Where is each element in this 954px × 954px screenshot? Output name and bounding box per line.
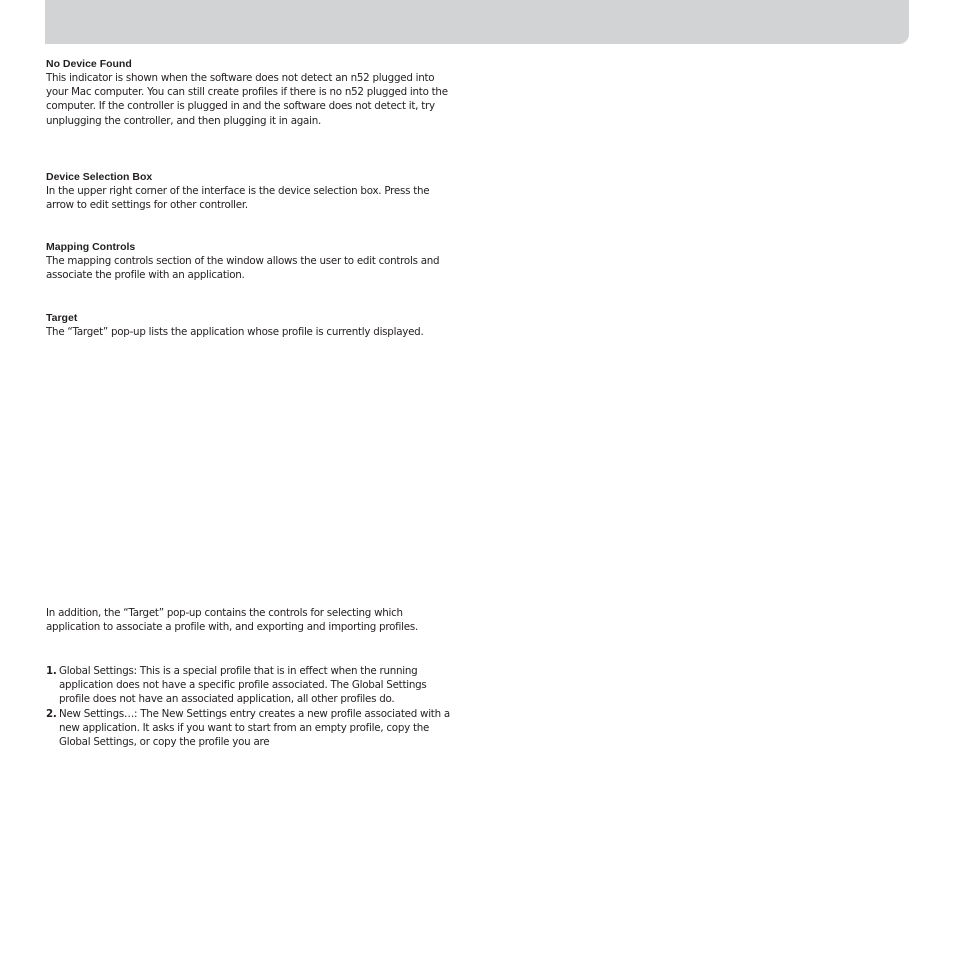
- intro-paragraph: [46, 606, 456, 634]
- intro-text: In addition, the “Target” pop-up contains the controls for selecting which application to associate a profile with, and exporting and importing profiles.: [46, 607, 418, 634]
- list-item-number: 2.: [46, 707, 57, 720]
- list-item-text: New Settings…: The New Settings entry creates a new profile associated with a new application. It asks if you want to start from an empty profile, copy the Global Settings, or copy the profile you are: [59, 707, 450, 749]
- section-title: Device Selection Box: [46, 171, 153, 183]
- list-item-number: 1.: [46, 665, 57, 677]
- section-body: The “Target” pop-up lists the application whose profile is currently displayed.: [46, 326, 424, 338]
- list-item: [46, 664, 456, 707]
- section-title: Target: [46, 312, 78, 324]
- section-body: In the upper right corner of the interface is the device selection box. Press the arrow to edit settings for other controller.: [46, 185, 430, 212]
- list-item-text: Global Settings: This is a special profile that is in effect when the running application does not have a specific profile associated. The Global Settings profile does not have an associated application, all other profiles do.: [59, 665, 427, 706]
- section-body: This indicator is shown when the software does not detect an n52 plugged into your Mac computer. You can still create profiles if there is no n52 plugged into the computer. If the controller is plugged in and the software does not detect it, try unplugging the controller, and then plugging it in again.: [46, 72, 448, 127]
- section-body: The mapping controls section of the window allows the user to edit controls and associate the profile with an application.: [46, 255, 440, 282]
- section-title: Mapping Controls: [46, 241, 136, 253]
- section-no-device-found: [46, 58, 456, 128]
- page-header-bar: [45, 0, 909, 44]
- section-device-selection-box: [46, 171, 456, 212]
- numbered-list: [46, 664, 456, 749]
- list-item: [46, 707, 456, 750]
- section-title: No Device Found: [46, 58, 132, 70]
- section-target: [46, 312, 456, 339]
- section-mapping-controls: [46, 241, 456, 282]
